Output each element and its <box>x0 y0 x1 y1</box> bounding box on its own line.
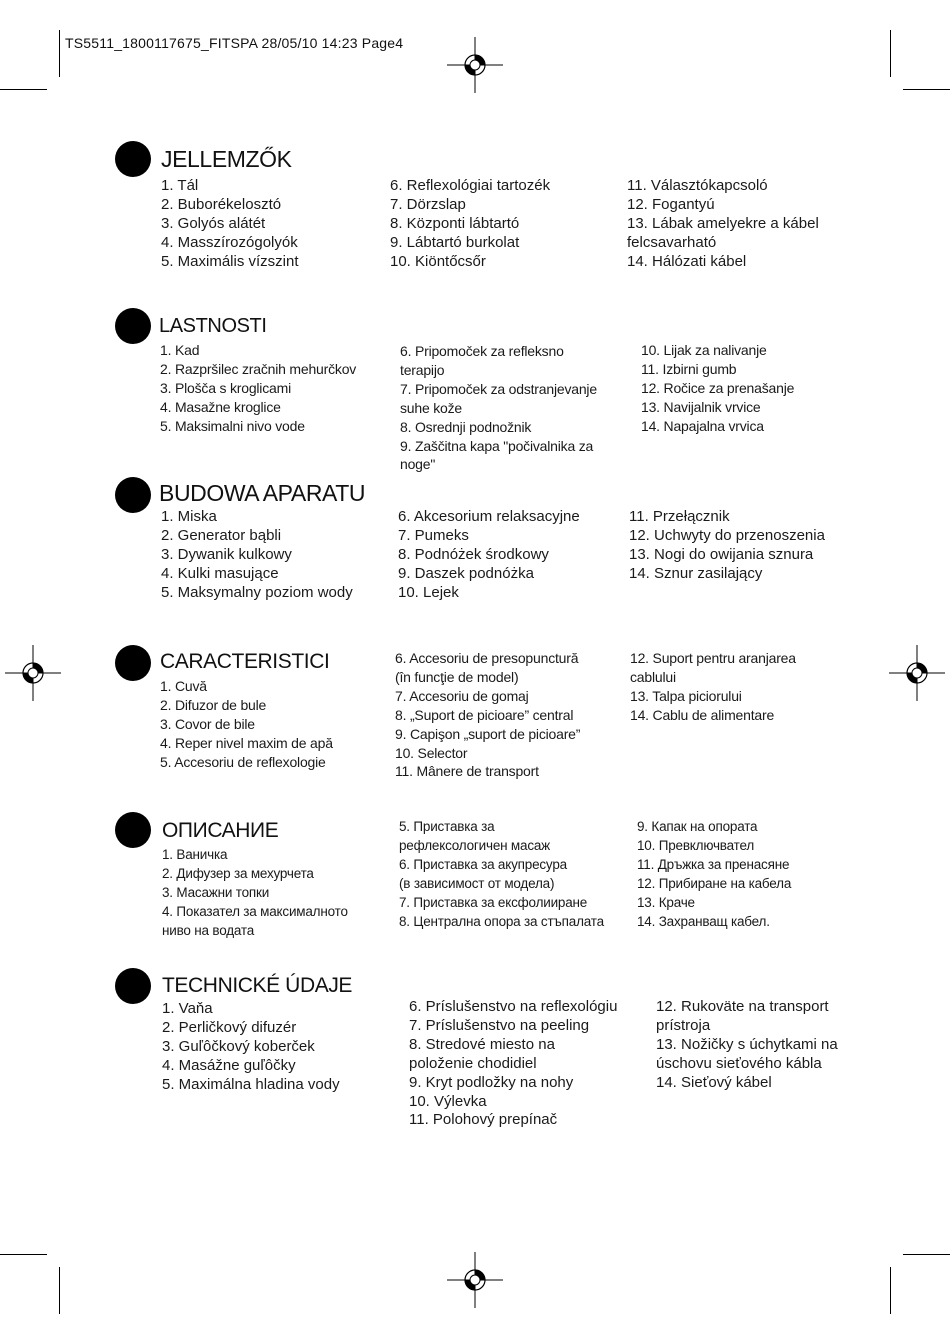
registration-mark-icon <box>447 37 503 93</box>
list-item: 6. Accesoriu de presopunctură <box>395 650 579 666</box>
list-item: 11. Przełącznik <box>629 508 730 525</box>
list-item: 6. Приставка за акупресура <box>399 856 567 872</box>
list-item: 8. „Suport de picioare” central <box>395 706 574 723</box>
list-item: 4. Reper nivel maxim de apă <box>160 734 333 751</box>
list-item: 2. Buborékelosztó <box>161 195 282 213</box>
parts-column-3 <box>641 341 794 436</box>
crop-mark <box>59 30 60 77</box>
parts-column-2 <box>390 177 550 272</box>
list-item: 7. Pripomoček za odstranjevanje <box>400 380 597 397</box>
list-item: 13. Краче <box>637 894 695 910</box>
registration-mark-icon <box>447 1252 503 1308</box>
list-item: 12. Uchwyty do przenoszenia <box>629 526 825 544</box>
language-bullet-icon <box>115 308 151 344</box>
list-item: felcsavarható <box>627 233 717 251</box>
crop-mark <box>59 1267 60 1314</box>
list-item: 2. Difuzor de bule <box>160 696 267 713</box>
list-item: 10. Lejek <box>398 583 459 601</box>
list-item: 5. Maksimalni nivo vode <box>160 417 305 434</box>
list-item: 3. Guľôčkový koberček <box>162 1037 315 1055</box>
list-item: 12. Fogantyú <box>627 195 715 213</box>
print-header: TS5511_1800117675_FITSPA 28/05/10 14:23 Page4 <box>65 35 404 51</box>
list-item: 14. Hálózati kábel <box>627 252 747 270</box>
crop-mark <box>890 1267 891 1314</box>
list-item: 11. Дръжка за пренасяне <box>637 856 790 872</box>
crop-mark <box>903 89 950 90</box>
parts-column-2 <box>409 998 617 1130</box>
list-item: cablului <box>630 668 676 685</box>
list-item: 6. Príslušenstvo na reflexológiu <box>409 998 618 1015</box>
list-item: 8. Osrednji podnožnik <box>400 418 532 435</box>
list-item: 13. Navijalnik vrvice <box>641 398 761 415</box>
list-item: 9. Kryt podložky na nohy <box>409 1073 574 1091</box>
section-title: JELLEMZŐK <box>161 146 292 172</box>
parts-column-2 <box>400 342 597 474</box>
list-item: 7. Pumeks <box>398 526 469 544</box>
list-item: 6. Reflexológiai tartozék <box>390 177 551 194</box>
list-item: prístroja <box>656 1016 711 1034</box>
list-item: 1. Miska <box>161 508 217 525</box>
list-item: 5. Maximális vízszint <box>161 252 299 270</box>
list-item: 7. Accesoriu de gomaj <box>395 687 529 704</box>
list-item: 12. Ročice za prenašanje <box>641 379 795 396</box>
list-item: 12. Rukoväte na transport <box>656 998 829 1015</box>
list-item: (в зависимост от модела) <box>399 875 555 891</box>
section-title: CARACTERISTICI <box>160 650 330 673</box>
list-item: 8. Централна опора за стъпалата <box>399 913 604 929</box>
parts-column-2 <box>399 818 604 931</box>
list-item: 7. Приставка за ексфолииране <box>399 894 588 910</box>
list-item: 6. Pripomoček za refleksno <box>400 343 564 359</box>
list-item: ниво на водата <box>162 922 255 938</box>
list-item: 9. Zaščitna kapa "počivalnika za <box>400 437 594 454</box>
parts-column-3 <box>630 649 796 725</box>
list-item: úschovu sieťového kábla <box>656 1054 822 1072</box>
list-item: 3. Golyós alátét <box>161 214 266 232</box>
list-item: 1. Cuvă <box>160 678 207 694</box>
list-item: 5. Maksymalny poziom wody <box>161 583 353 601</box>
list-item: 9. Capişon „suport de picioare” <box>395 725 581 742</box>
list-item: 11. Mânere de transport <box>395 763 539 780</box>
crop-mark <box>0 1254 47 1255</box>
list-item: 8. Központi lábtartó <box>390 214 520 232</box>
parts-column-1 <box>162 1000 340 1095</box>
list-item: 1. Kad <box>160 342 200 358</box>
list-item: 9. Lábtartó burkolat <box>390 233 520 251</box>
list-item: 5. Accesoriu de reflexologie <box>160 753 326 770</box>
list-item: 13. Talpa piciorului <box>630 687 742 704</box>
list-item: 7. Príslušenstvo na peeling <box>409 1016 590 1034</box>
parts-column-2 <box>395 649 580 781</box>
section-title: LASTNOSTI <box>159 315 267 337</box>
list-item: 2. Perličkový difuzér <box>162 1018 297 1036</box>
list-item: 13. Lábak amelyekre a kábel <box>627 214 819 232</box>
list-item: 10. Lijak za nalivanje <box>641 342 767 358</box>
crop-mark <box>903 1254 950 1255</box>
list-item: 2. Дифузер за мехурчета <box>162 865 314 881</box>
section-title: BUDOWA APARATU <box>159 480 366 506</box>
parts-column-3 <box>637 818 791 931</box>
list-item: 12. Suport pentru aranjarea <box>630 650 796 666</box>
list-item: 10. Kiöntőcsőr <box>390 252 486 270</box>
language-bullet-icon <box>115 141 151 177</box>
list-item: 14. Захранващ кабел. <box>637 913 770 929</box>
language-bullet-icon <box>115 645 151 681</box>
list-item: 4. Masszírozógolyók <box>161 233 298 251</box>
list-item: 10. Превключвател <box>637 837 755 853</box>
language-bullet-icon <box>115 968 151 1004</box>
list-item: 3. Dywanik kulkowy <box>161 545 292 563</box>
list-item: 4. Показател за максималното <box>162 903 348 919</box>
section-title: TECHNICKÉ ÚDAJE <box>162 974 353 997</box>
language-bullet-icon <box>115 812 151 848</box>
section-title: ОПИСАНИЕ <box>162 819 279 842</box>
parts-column-1 <box>160 341 356 436</box>
list-item: 14. Napajalna vrvica <box>641 417 764 434</box>
list-item: 2. Razpršilec zračnih mehurčkov <box>160 360 357 377</box>
list-item: 1. Ваничка <box>162 847 228 862</box>
list-item: 11. Izbirni gumb <box>641 360 737 377</box>
list-item: 14. Sieťový kábel <box>656 1073 772 1091</box>
list-item: 11. Választókapcsoló <box>627 177 768 194</box>
parts-column-1 <box>161 508 353 603</box>
parts-column-3 <box>629 508 825 584</box>
list-item: 4. Kulki masujące <box>161 564 279 582</box>
list-item: 9. Капак на опората <box>637 819 758 834</box>
list-item: 13. Nožičky s úchytkami na <box>656 1035 838 1053</box>
crop-mark <box>890 30 891 77</box>
list-item: 14. Cablu de alimentare <box>630 706 775 723</box>
list-item: 4. Masažne kroglice <box>160 398 281 415</box>
list-item: 6. Akcesorium relaksacyjne <box>398 508 580 525</box>
list-item: 14. Sznur zasilający <box>629 564 763 582</box>
list-item: 10. Výlevka <box>409 1092 487 1110</box>
list-item: 3. Plošča s kroglicami <box>160 379 291 396</box>
list-item: 4. Masážne guľôčky <box>162 1056 296 1074</box>
list-item: (în funcţie de model) <box>395 668 519 685</box>
list-item: suhe kože <box>400 399 463 416</box>
list-item: 8. Stredové miesto na <box>409 1035 555 1053</box>
registration-mark-icon <box>5 645 61 701</box>
list-item: 5. Приставка за <box>399 819 495 834</box>
list-item: 9. Daszek podnóżka <box>398 564 534 582</box>
parts-column-1 <box>162 846 348 941</box>
parts-column-3 <box>627 177 819 272</box>
list-item: 3. Масажни топки <box>162 884 270 900</box>
list-item: 5. Maximálna hladina vody <box>162 1075 340 1093</box>
list-item: 10. Selector <box>395 744 468 761</box>
list-item: 13. Nogi do owijania sznura <box>629 545 814 563</box>
list-item: 8. Podnóżek środkowy <box>398 545 549 563</box>
list-item: 1. Tál <box>161 177 199 194</box>
list-item: рефлексологичен масаж <box>399 837 551 853</box>
list-item: 7. Dörzslap <box>390 195 466 213</box>
parts-column-2 <box>398 508 580 603</box>
list-item: terapijo <box>400 361 445 378</box>
list-item: položenie chodidiel <box>409 1054 537 1072</box>
list-item: 2. Generator bąbli <box>161 526 282 544</box>
crop-mark <box>0 89 47 90</box>
parts-column-3 <box>656 998 838 1093</box>
list-item: noge" <box>400 456 436 473</box>
registration-mark-icon <box>889 645 945 701</box>
parts-column-1 <box>161 177 299 272</box>
list-item: 12. Прибиране на кабела <box>637 875 792 891</box>
language-bullet-icon <box>115 477 151 513</box>
list-item: 3. Covor de bile <box>160 715 255 732</box>
list-item: 1. Vaňa <box>162 1000 213 1017</box>
parts-column-1 <box>160 677 333 772</box>
list-item: 11. Polohový prepínač <box>409 1111 558 1129</box>
